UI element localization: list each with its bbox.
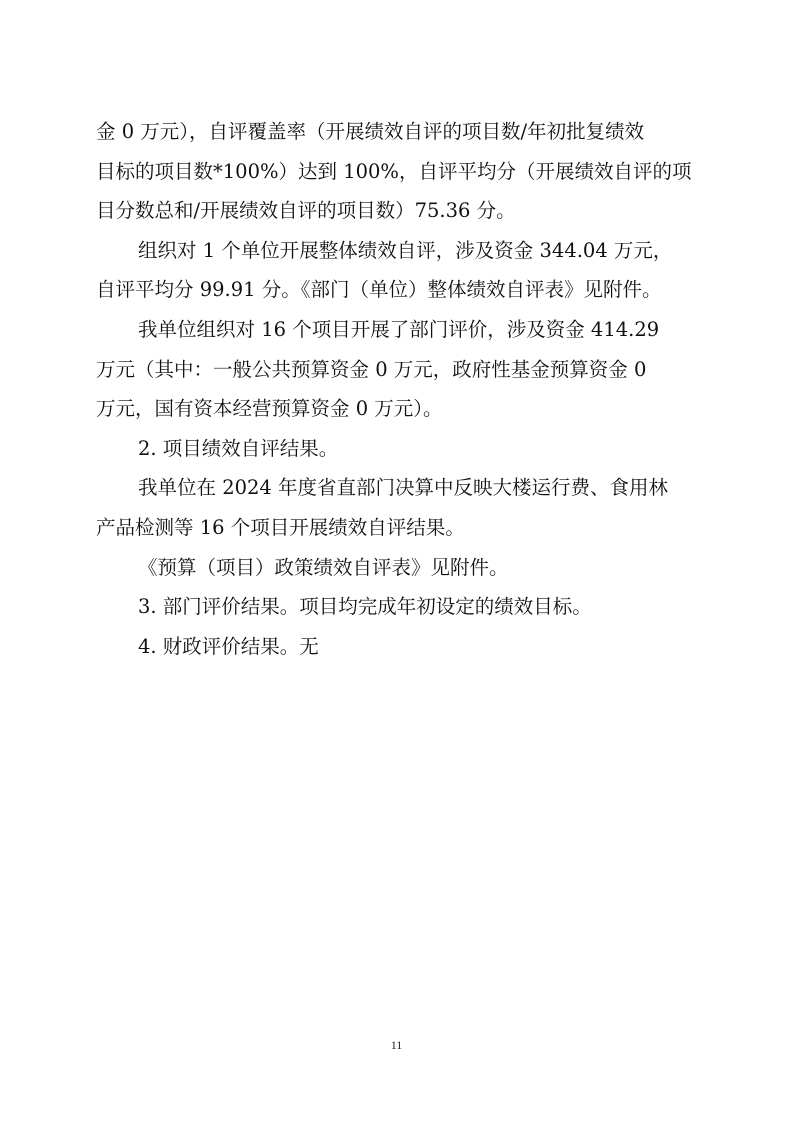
- document-body: [96, 112, 702, 666]
- section-heading: 2. 项目绩效自评结果。: [138, 436, 339, 460]
- paragraph-first-line: 我单位组织对 16 个项目开展了部门评价，涉及资金 414.29: [138, 317, 660, 341]
- text-line: 目分数总和/开展绩效自评的项目数）75.36 分。: [96, 199, 516, 223]
- text-line: 万元，国有资本经营预算资金 0 万元）。: [96, 397, 443, 421]
- text-line: 金 0 万元），自评覆盖率（开展绩效自评的项目数/年初批复绩效: [96, 120, 645, 143]
- text-line: 万元（其中：一般公共预算资金 0 万元，政府性基金预算资金 0: [96, 357, 647, 381]
- text-line: 产品检测等 16 个项目开展绩效自评结果。: [96, 515, 465, 539]
- section-heading: 3. 部门评价结果。项目均完成年初设定的绩效目标。: [138, 595, 592, 619]
- text-line: 自评平均分 99.91 分。《部门（单位）整体绩效自评表》见附件。: [96, 278, 662, 302]
- section-heading: 4. 财政评价结果。无: [138, 634, 319, 658]
- page-number: 11: [390, 1038, 403, 1052]
- paragraph-first-line: 《预算（项目）政策绩效自评表》见附件。: [138, 555, 509, 579]
- paragraph-first-line: 我单位在 2024 年度省直部门决算中反映大楼运行费、食用林: [138, 476, 669, 500]
- paragraph-first-line: 组织对 1 个单位开展整体绩效自评，涉及资金 344.04 万元，: [138, 238, 673, 262]
- text-line: 目标的项目数*100%）达到 100%，自评平均分（开展绩效自评的项: [96, 159, 692, 183]
